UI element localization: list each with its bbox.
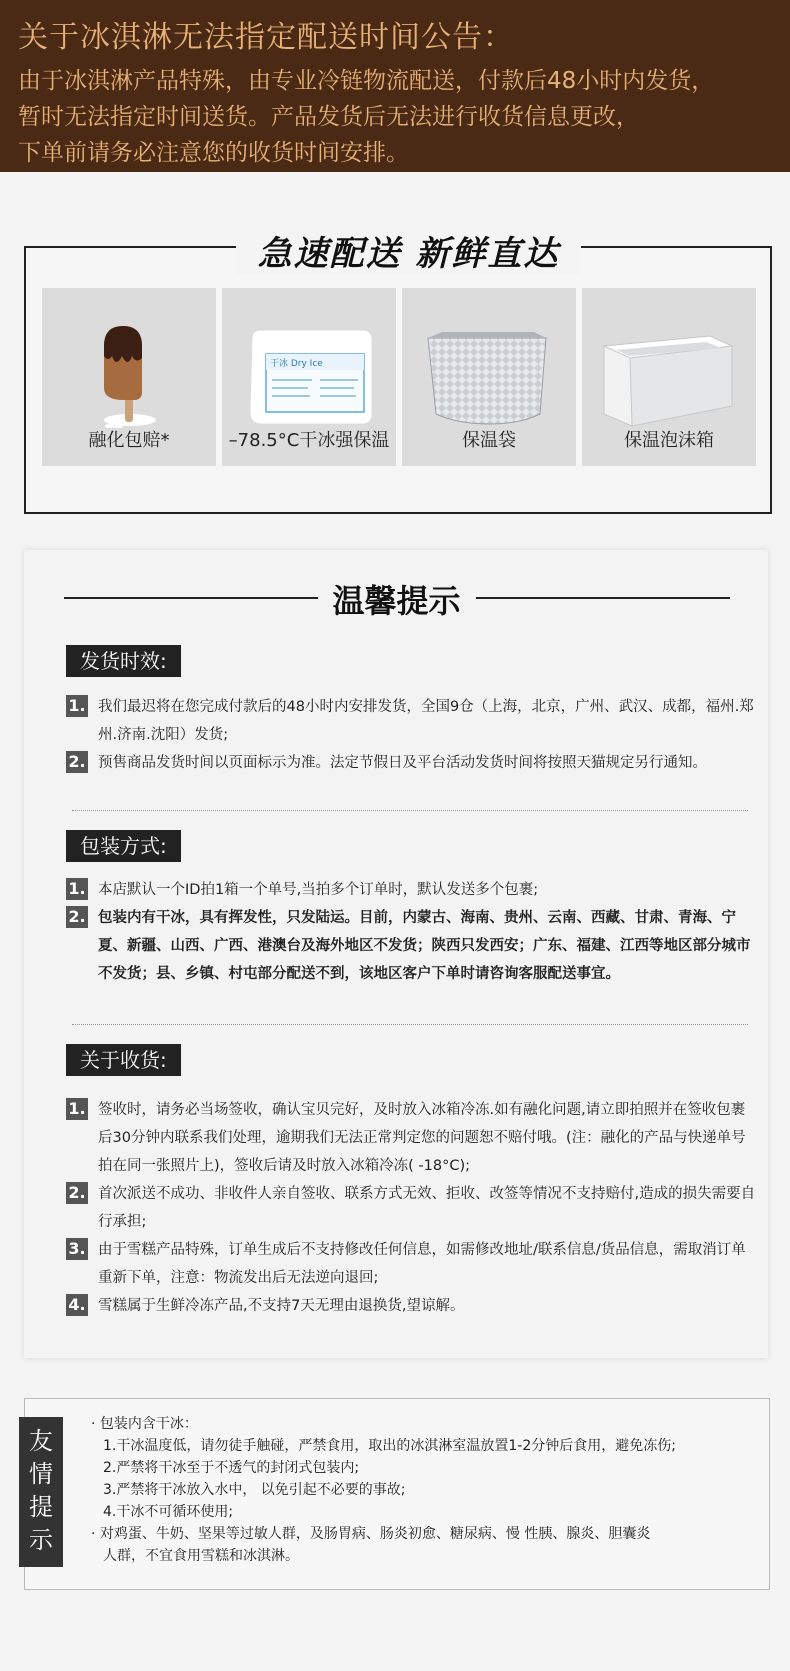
item-text: 签收时，请务必当场签收，确认宝贝完好，及时放入冰箱冷冻.如有融化问题,请立即拍照并在签收包裹后30分钟内联系我们处理，逾期我们无法正常判定您的问题恕不赔付哦。(注：融化的产品与快递单号拍在同一张照片上)，签收后请及时放入冰箱冷冻( -18°C); — [98, 1102, 746, 1174]
item-text: 首次派送不成功、非收件人亲自签收、联系方式无效、拒收、改签等情况不支持赔付,造成的损失需要自行承担; — [98, 1186, 756, 1230]
reminder-line: 1.干冰温度低，请勿徒手触碰，严禁食用，取出的冰淇淋室温放置1-2分钟后食用，避免冻伤; — [103, 1438, 676, 1454]
item-number: 1. — [66, 1098, 88, 1120]
item-number: 1. — [66, 878, 88, 900]
dotted-divider — [72, 810, 748, 811]
item-text: 由于雪糕产品特殊，订单生成后不支持修改任何信息，如需修改地址/联系信息/货品信息，需取消订单重新下单，注意：物流发出后无法逆向退回; — [98, 1242, 746, 1286]
item-text: 我们最迟将在您完成付款后的48小时内安排发货，全国9仓（上海，北京，广州、武汉、成都，福州.郑州.济南.沈阳）发货; — [98, 699, 754, 743]
list-item — [66, 693, 756, 749]
list-item — [66, 1236, 756, 1292]
delivery-section — [24, 234, 772, 514]
feature-card-insulated-bag — [402, 288, 576, 466]
reminder-line: 4.干冰不可循环使用; — [103, 1504, 234, 1520]
reminder-line: · 包装内含干冰： — [91, 1416, 198, 1432]
dotted-divider — [72, 1024, 748, 1025]
divider-line — [64, 597, 318, 599]
notice-line: 由于冰淇淋产品特殊，由专业冷链物流配送，付款后48小时内发货， — [18, 68, 715, 94]
delivery-heading: 急速配送 新鲜直达 — [236, 226, 581, 275]
notice-line: 暂时无法指定时间送货。产品发货后无法进行收货信息更改， — [18, 104, 639, 130]
reminder-label: 友情提示 — [29, 1427, 53, 1554]
card-caption: 融化包赔* — [88, 430, 170, 451]
item-number: 2. — [66, 906, 88, 928]
list-item — [66, 749, 756, 777]
melting-ice-cream-icon — [42, 288, 216, 428]
reminder-line: 2.严禁将干冰至于不透气的封闭式包装内; — [103, 1460, 360, 1476]
reminder-line: 3.严禁将干冰放入水中， 以免引起不必要的事故; — [103, 1482, 406, 1498]
notice-line: 下单前请务必注意您的收货时间安排。 — [18, 140, 409, 166]
list-item — [66, 1180, 756, 1236]
foam-box-icon — [582, 288, 756, 428]
list-item — [66, 1096, 756, 1180]
tips-section — [24, 550, 768, 1358]
receiving-label: 关于收货: — [66, 1044, 181, 1076]
reminder-text — [91, 1413, 761, 1567]
tips-title: 温馨提示 — [332, 582, 461, 620]
item-text: 预售商品发货时间以页面标示为准。法定节假日及平台活动发货时间将按照天猫规定另行通知。 — [98, 755, 707, 771]
notice-banner — [0, 0, 790, 172]
item-number: 4. — [66, 1294, 88, 1316]
item-text: 雪糕属于生鲜冷冻产品,不支持7天无理由退换货,望谅解。 — [98, 1298, 465, 1314]
reminder-line: · 对鸡蛋、牛奶、坚果等过敏人群，及肠胃病、肠炎初愈、糖尿病、慢 性胰、腺炎、胆囊炎 — [91, 1526, 651, 1542]
item-number: 2. — [66, 1182, 88, 1204]
card-caption: –78.5°C干冰强保温 — [228, 430, 390, 451]
list-item — [66, 876, 756, 904]
feature-card-melt-compensation — [42, 288, 216, 466]
item-text: 本店默认一个ID拍1箱一个单号,当拍多个订单时，默认发送多个包裹; — [98, 882, 539, 898]
divider-line — [476, 597, 730, 599]
item-number: 2. — [66, 751, 88, 773]
item-number: 1. — [66, 695, 88, 717]
feature-card-dry-ice — [222, 288, 396, 466]
dry-ice-pack-label: 干冰 Dry Ice — [270, 359, 323, 369]
card-caption: 保温泡沫箱 — [624, 430, 714, 451]
notice-title: 关于冰淇淋无法指定配送时间公告： — [18, 20, 514, 55]
item-number: 3. — [66, 1238, 88, 1260]
item-text: 包装内有干冰，具有挥发性，只发陆运。目前，内蒙古、海南、贵州、云南、西藏、甘肃、青海、宁夏、新疆、山西、广西、港澳台及海外地区不发货；陕西只发西安；广东、福建、江西等地区部分城市不发货；县、乡镇、村屯部分配送不到，该地区客户下单时请咨询客服配送事宜。 — [98, 910, 751, 982]
packing-label: 包装方式: — [66, 830, 181, 862]
insulated-bag-icon — [402, 288, 576, 428]
feature-card-foam-box — [582, 288, 756, 466]
card-caption: 保温袋 — [462, 430, 516, 451]
reminder-ribbon — [19, 1417, 63, 1567]
shipping-label: 发货时效: — [66, 645, 181, 677]
reminder-line: 人群，不宜食用雪糕和冰淇淋。 — [103, 1548, 299, 1564]
dry-ice-pack-icon — [222, 288, 396, 428]
friendly-reminder — [24, 1398, 770, 1590]
list-item — [66, 904, 756, 988]
list-item — [66, 1292, 756, 1320]
